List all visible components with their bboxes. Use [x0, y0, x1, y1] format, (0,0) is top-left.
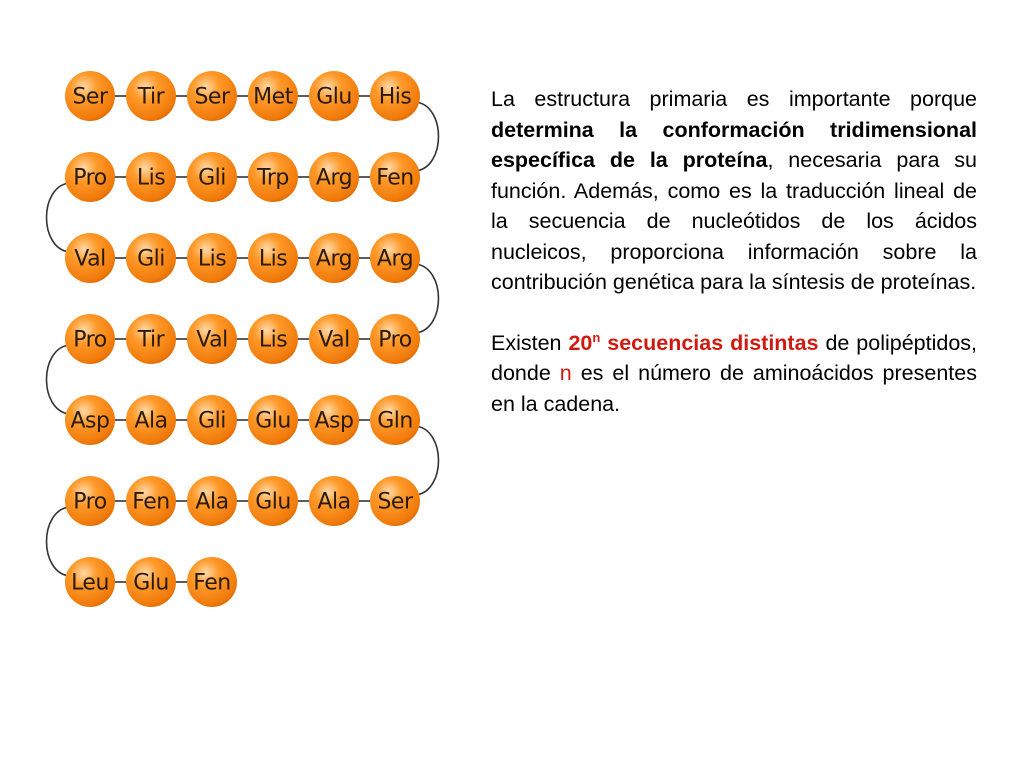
amino-acid-bead: [126, 233, 176, 283]
amino-acid-bead: [309, 476, 359, 526]
amino-acid-label: Glu: [255, 489, 291, 515]
p2-intro: Existen: [491, 330, 569, 355]
amino-acid-label: Arg: [315, 165, 353, 191]
amino-acid-label: Lis: [136, 165, 166, 191]
amino-acid-label: Fen: [132, 489, 170, 515]
p2-mid: de polipéptidos, donde: [491, 330, 978, 385]
amino-acid-label: Gln: [377, 408, 413, 434]
p2-exponent: n: [592, 329, 601, 345]
p2-end: es el número de aminoácidos presentes en la cadena.: [491, 361, 977, 416]
amino-acid-label: Tir: [137, 327, 165, 353]
p1-bold-phrase: determina la conformación tridimensional específica de la proteína: [491, 117, 977, 172]
amino-acid-label: Met: [253, 84, 293, 110]
amino-acid-bead: [65, 395, 115, 445]
amino-acid-bead: [370, 314, 420, 364]
amino-acid-label: Val: [74, 246, 106, 272]
amino-acid-label: Ala: [134, 408, 168, 434]
amino-acid-label: Leu: [71, 570, 109, 596]
amino-acid-label: Asp: [314, 408, 354, 434]
amino-acid-bead: [126, 152, 176, 202]
amino-acid-label: Trp: [257, 165, 289, 191]
amino-acid-label: Ser: [377, 489, 413, 515]
amino-acid-label: Ser: [194, 84, 230, 110]
amino-acid-bead: [309, 233, 359, 283]
p1-rest: , necesaria para su función. Además, como es la traducción lineal de la secuencia de nucleótidos de los ácidos nucleicos, proporciona información sobre la contribución genética para la síntesis de proteínas.: [491, 148, 977, 294]
amino-acid-bead: [187, 314, 237, 364]
amino-acid-label: His: [378, 84, 412, 110]
amino-acid-label: Lis: [258, 327, 288, 353]
amino-acid-label: Pro: [378, 327, 412, 353]
amino-acid-label: Lis: [258, 246, 288, 272]
amino-acid-label: Gli: [198, 165, 226, 191]
p2-highlight: secuencias distintas: [600, 330, 819, 355]
chain-turn-arc: [47, 345, 70, 414]
chain-turn-arc: [416, 264, 439, 333]
chain-turn-arc: [47, 183, 70, 252]
amino-acid-label: Ala: [317, 489, 351, 515]
amino-acid-bead: [248, 71, 298, 121]
amino-acid-bead: [65, 71, 115, 121]
amino-acid-label: Pro: [73, 489, 107, 515]
amino-acid-label: Arg: [315, 246, 353, 272]
paragraph-primary-structure: [491, 84, 977, 298]
amino-acid-label: Glu: [255, 408, 291, 434]
amino-acid-bead: [370, 152, 420, 202]
amino-acid-label: Pro: [73, 327, 107, 353]
amino-acid-bead: [248, 395, 298, 445]
amino-acid-bead: [187, 71, 237, 121]
amino-acid-bead: [65, 233, 115, 283]
amino-acid-label: Lis: [197, 246, 227, 272]
amino-acid-bead: [187, 476, 237, 526]
amino-acid-bead: [248, 476, 298, 526]
amino-acid-bead: [309, 152, 359, 202]
amino-acid-bead: [126, 314, 176, 364]
amino-acid-bead: [187, 395, 237, 445]
paragraph-sequences: [491, 328, 977, 420]
amino-acid-label: Gli: [198, 408, 226, 434]
amino-acid-label: Val: [318, 327, 350, 353]
amino-acid-bead: [248, 152, 298, 202]
chain-turn-arc: [416, 102, 439, 171]
amino-acid-bead: [309, 71, 359, 121]
amino-acid-bead: [309, 395, 359, 445]
amino-acid-bead: [370, 71, 420, 121]
amino-acid-bead: [187, 557, 237, 607]
chain-turn-arc: [47, 507, 70, 576]
amino-acid-bead: [126, 476, 176, 526]
amino-acid-bead: [65, 476, 115, 526]
p2-number: 20: [568, 330, 593, 355]
amino-acid-bead: [65, 557, 115, 607]
amino-acid-bead: [248, 314, 298, 364]
p2-variable-n: n: [559, 361, 572, 385]
explanation-text: [491, 84, 977, 419]
amino-acid-label: Tir: [137, 84, 165, 110]
amino-acid-label: Asp: [70, 408, 110, 434]
amino-acid-bead: [126, 71, 176, 121]
amino-acid-label: Glu: [133, 570, 169, 596]
amino-acid-label: Ser: [72, 84, 108, 110]
amino-acid-label: Glu: [316, 84, 352, 110]
polypeptide-chain-diagram: [0, 0, 470, 640]
amino-acid-label: Ala: [195, 489, 229, 515]
amino-acid-label: Arg: [376, 246, 414, 272]
amino-acid-label: Val: [196, 327, 228, 353]
amino-acid-bead: [187, 152, 237, 202]
amino-acid-label: Fen: [376, 165, 414, 191]
amino-acid-label: Fen: [193, 570, 231, 596]
amino-acid-bead: [65, 314, 115, 364]
amino-acid-bead: [309, 314, 359, 364]
amino-acid-label: Gli: [137, 246, 165, 272]
chain-turn-arc: [416, 426, 439, 495]
amino-acid-bead: [370, 476, 420, 526]
amino-acid-bead: [248, 233, 298, 283]
amino-acid-label: Pro: [73, 165, 107, 191]
amino-acid-bead: [370, 233, 420, 283]
p1-intro: La estructura primaria es importante porque: [491, 87, 977, 111]
amino-acid-bead: [126, 395, 176, 445]
amino-acid-bead: [187, 233, 237, 283]
amino-acid-bead: [370, 395, 420, 445]
amino-acid-bead: [126, 557, 176, 607]
amino-acid-bead: [65, 152, 115, 202]
